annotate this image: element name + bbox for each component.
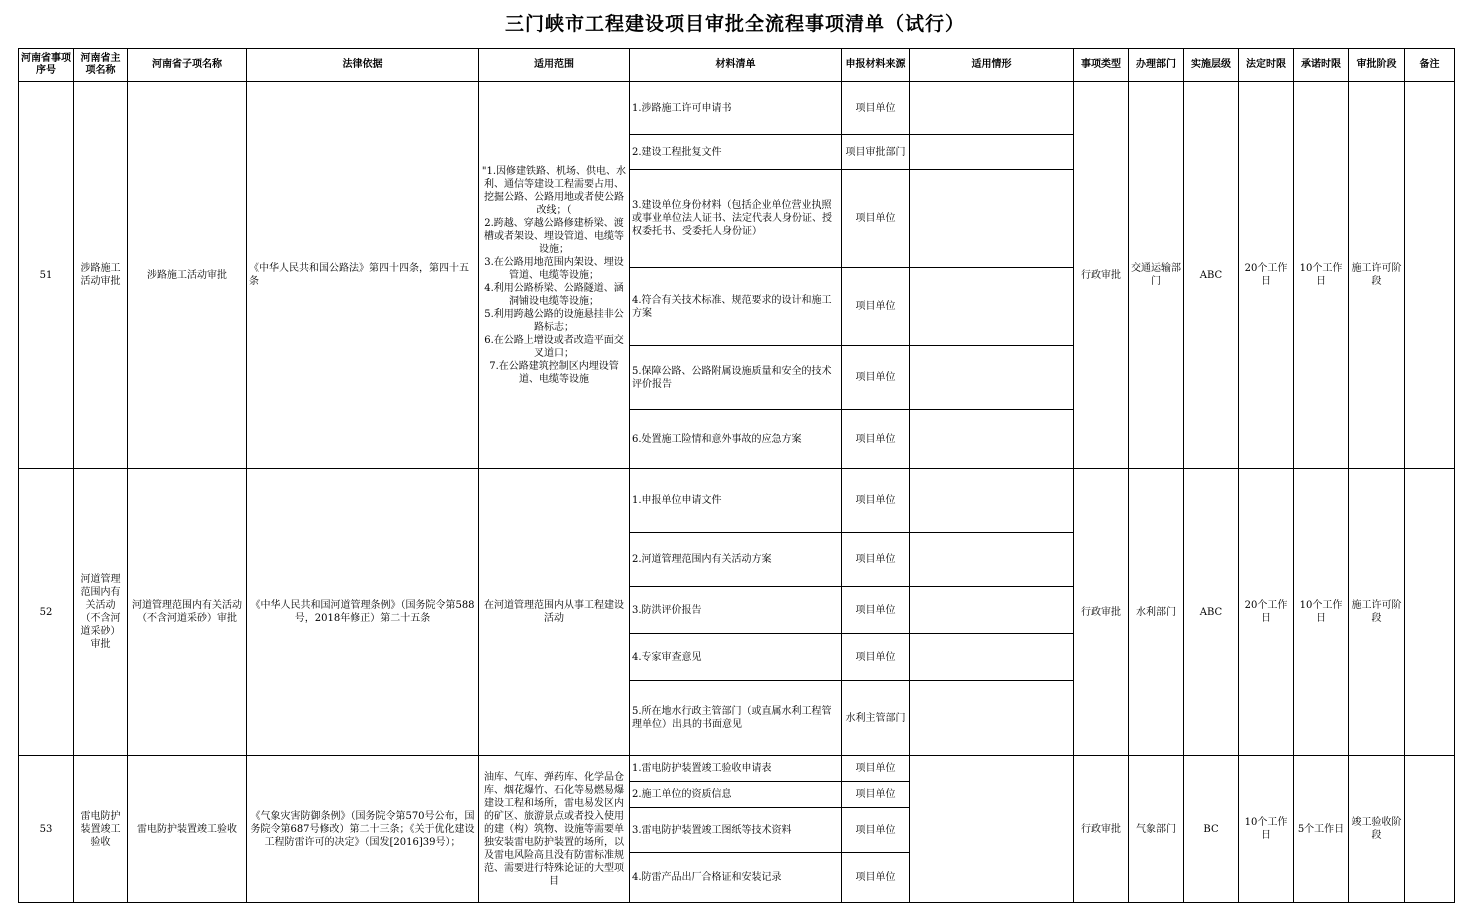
- item-dept: 水利部门: [1129, 469, 1184, 756]
- material-name: 1.雷电防护装置竣工验收申请表: [630, 756, 842, 782]
- header-cell: 承诺时限: [1294, 49, 1349, 82]
- item-level: ABC: [1184, 469, 1239, 756]
- header-cell: 适用范围: [479, 49, 630, 82]
- material-name: 4.符合有关技术标准、规范要求的设计和施工方案: [630, 268, 842, 346]
- applicable-case: [910, 82, 1074, 135]
- item-promise-limit: 10个工作日: [1294, 82, 1349, 469]
- item-level: BC: [1184, 756, 1239, 903]
- item-stage: 竣工验收阶段: [1349, 756, 1405, 903]
- item-sub-name: 雷电防护装置竣工验收: [128, 756, 247, 903]
- material-source: 项目单位: [842, 808, 910, 853]
- material-source: 项目单位: [842, 587, 910, 634]
- material-source: 项目单位: [842, 853, 910, 903]
- item-type: 行政审批: [1074, 469, 1129, 756]
- material-name: 3.防洪评价报告: [630, 587, 842, 634]
- header-cell: 适用情形: [910, 49, 1074, 82]
- item-stage: 施工许可阶段: [1349, 82, 1405, 469]
- material-source: 项目单位: [842, 634, 910, 681]
- material-name: 5.所在地水行政主管部门（或直属水利工程管理单位）出具的书面意见: [630, 681, 842, 756]
- item-legal-limit: 10个工作日: [1239, 756, 1294, 903]
- items-table: [18, 48, 1455, 903]
- material-name: 3.雷电防护装置竣工图纸等技术资料: [630, 808, 842, 853]
- item-no: 52: [19, 469, 74, 756]
- item-promise-limit: 10个工作日: [1294, 469, 1349, 756]
- material-source: 项目单位: [842, 533, 910, 587]
- material-source: 项目单位: [842, 170, 910, 268]
- material-name: 6.处置施工险情和意外事故的应急方案: [630, 410, 842, 469]
- material-name: 3.建设单位身份材料（包括企业单位营业执照或事业单位法人证书、法定代表人身份证、授权委托书、受委托人身份证）: [630, 170, 842, 268]
- applicable-case: [910, 268, 1074, 346]
- material-name: 4.专家审查意见: [630, 634, 842, 681]
- header-cell: 办理部门: [1129, 49, 1184, 82]
- applicable-case: [910, 533, 1074, 587]
- header-cell: 材料清单: [630, 49, 842, 82]
- item-no: 51: [19, 82, 74, 469]
- item-law: 《中华人民共和国公路法》第四十四条，第四十五条: [247, 82, 479, 469]
- item-scope: 在河道管理范围内从事工程建设活动: [479, 469, 630, 756]
- item-remark: [1405, 756, 1455, 903]
- material-source: 项目单位: [842, 82, 910, 135]
- header-cell: 实施层级: [1184, 49, 1239, 82]
- table-row: [19, 82, 1455, 135]
- item-scope: "1.因修建铁路、机场、供电、水利、通信等建设工程需要占用、挖掘公路、公路用地或者使公路改线；（ 2.跨越、穿越公路修建桥梁、渡槽或者架设、埋设管道、电缆等设施； 3.在公路用地范围内架设、埋设管道、电缆等设施； 4.利用公路桥梁、公路隧道、涵洞铺设电缆等设施； 5.利用跨越公路的设施悬挂非公路标志； 6.在公路上增设或者改造平面交叉道口； 7.在公路建筑控制区内埋设管道、电缆等设施: [479, 82, 630, 469]
- applicable-case: [910, 587, 1074, 634]
- material-name: 1.涉路施工许可申请书: [630, 82, 842, 135]
- header-cell: 法定时限: [1239, 49, 1294, 82]
- applicable-case: [910, 634, 1074, 681]
- table-row: [19, 469, 1455, 533]
- material-name: 2.建设工程批复文件: [630, 135, 842, 170]
- item-remark: [1405, 469, 1455, 756]
- item-promise-limit: 5个工作日: [1294, 756, 1349, 903]
- item-main-name: 雷电防护装置竣工验收: [74, 756, 128, 903]
- item-no: 53: [19, 756, 74, 903]
- table-row: [19, 756, 1455, 782]
- item-law: 《气象灾害防御条例》（国务院令第570号公布，国务院令第687号修改）第二十三条；《关于优化建设工程防雷许可的决定》（国发[2016]39号）；: [247, 756, 479, 903]
- material-source: 项目审批部门: [842, 135, 910, 170]
- header-cell: 法律依据: [247, 49, 479, 82]
- applicable-case: [910, 410, 1074, 469]
- item-remark: [1405, 82, 1455, 469]
- material-name: 2.施工单位的资质信息: [630, 782, 842, 808]
- material-source: 项目单位: [842, 410, 910, 469]
- material-source: 项目单位: [842, 469, 910, 533]
- material-name: 4.防雷产品出厂合格证和安装记录: [630, 853, 842, 903]
- header-cell: 河南省主项名称: [74, 49, 128, 82]
- applicable-case: [910, 681, 1074, 756]
- material-name: 5.保障公路、公路附属设施质量和安全的技术评价报告: [630, 346, 842, 410]
- item-sub-name: 河道管理范围内有关活动（不含河道采砂）审批: [128, 469, 247, 756]
- header-cell: 河南省事项序号: [19, 49, 74, 82]
- item-scope: 油库、气库、弹药库、化学品仓库、烟花爆竹、石化等易燃易爆建设工程和场所，雷电易发区内的矿区、旅游景点或者投入使用的建（构）筑物、设施等需要单独安装雷电防护装置的场所，以及雷电风险高且没有防雷标准规范、需要进行特殊论证的大型项目: [479, 756, 630, 903]
- header-cell: 河南省子项名称: [128, 49, 247, 82]
- item-type: 行政审批: [1074, 756, 1129, 903]
- item-main-name: 涉路施工活动审批: [74, 82, 128, 469]
- header-cell: 申报材料来源: [842, 49, 910, 82]
- item-stage: 施工许可阶段: [1349, 469, 1405, 756]
- item-sub-name: 涉路施工活动审批: [128, 82, 247, 469]
- item-main-name: 河道管理范围内有关活动（不含河道采砂）审批: [74, 469, 128, 756]
- header-cell: 审批阶段: [1349, 49, 1405, 82]
- header-cell: 备注: [1405, 49, 1455, 82]
- applicable-case: [910, 135, 1074, 170]
- item-legal-limit: 20个工作日: [1239, 469, 1294, 756]
- material-name: 1.申报单位申请文件: [630, 469, 842, 533]
- applicable-case: [910, 756, 1074, 903]
- item-type: 行政审批: [1074, 82, 1129, 469]
- material-source: 项目单位: [842, 756, 910, 782]
- material-source: 项目单位: [842, 346, 910, 410]
- material-source: 项目单位: [842, 268, 910, 346]
- item-legal-limit: 20个工作日: [1239, 82, 1294, 469]
- material-source: 项目单位: [842, 782, 910, 808]
- applicable-case: [910, 469, 1074, 533]
- applicable-case: [910, 170, 1074, 268]
- item-level: ABC: [1184, 82, 1239, 469]
- material-name: 2.河道管理范围内有关活动方案: [630, 533, 842, 587]
- page-title: 三门峡市工程建设项目审批全流程事项清单（试行）: [504, 13, 965, 35]
- header-cell: 事项类型: [1074, 49, 1129, 82]
- item-law: 《中华人民共和国河道管理条例》（国务院令第588号，2018年修正）第二十五条: [247, 469, 479, 756]
- item-dept: 气象部门: [1129, 756, 1184, 903]
- applicable-case: [910, 346, 1074, 410]
- header-row: [19, 49, 1455, 82]
- item-dept: 交通运输部门: [1129, 82, 1184, 469]
- material-source: 水利主管部门: [842, 681, 910, 756]
